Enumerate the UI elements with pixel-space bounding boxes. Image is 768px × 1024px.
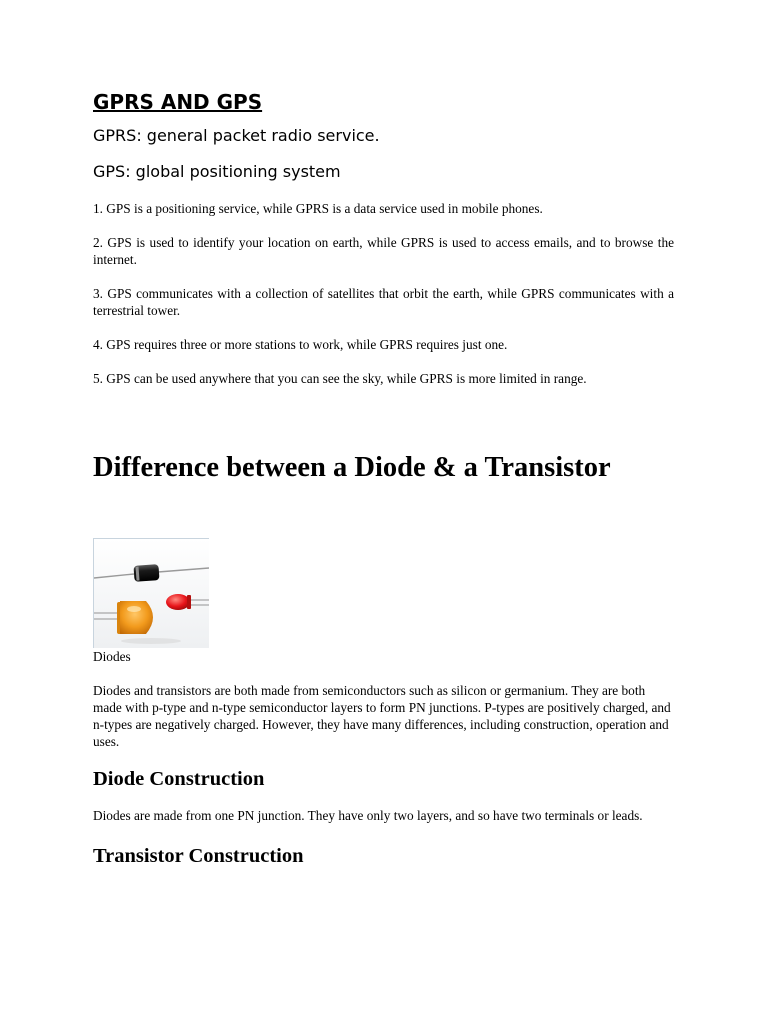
diodes-illustration xyxy=(94,539,209,648)
gps-point-1: 1. GPS is a positioning service, while GPRS is a data service used in mobile phones. xyxy=(93,201,543,216)
gps-point-5: 5. GPS can be used anywhere that you can see the sky, while GPRS is more limited in range. xyxy=(93,371,587,386)
gps-point-2: 2. GPS is used to identify your location on earth, while GPRS is used to access emails, and to browse the internet. xyxy=(93,235,674,267)
diodes-caption: Diodes xyxy=(93,649,131,664)
gps-point-3: 3. GPS communicates with a collection of satellites that orbit the earth, while GPRS communicates with a terrestrial tower. xyxy=(93,286,674,318)
gprs-definition: GPRS: general packet radio service. xyxy=(93,126,380,145)
diode-transistor-intro: Diodes and transistors are both made from semiconductors such as silicon or germanium. They are both made with p-type and n-type semiconductor layers to form PN junctions. P-types are positively charged, and n-types are negatively charged. However, they have many differences, including construction, operation and uses. xyxy=(93,683,671,749)
diodes-image xyxy=(93,538,209,648)
diode-construction-text: Diodes are made from one PN junction. They have only two layers, and so have two terminals or leads. xyxy=(93,808,643,823)
diode-construction-heading: Diode Construction xyxy=(93,768,265,790)
gps-definition: GPS: global positioning system xyxy=(93,162,341,181)
gps-point-4: 4. GPS requires three or more stations to work, while GPRS requires just one. xyxy=(93,337,508,352)
transistor-construction-heading: Transistor Construction xyxy=(93,845,304,867)
diode-transistor-title: Difference between a Diode & a Transistor xyxy=(93,452,611,483)
document-page xyxy=(93,88,674,884)
gprs-gps-title: GPRS AND GPS xyxy=(93,90,263,114)
